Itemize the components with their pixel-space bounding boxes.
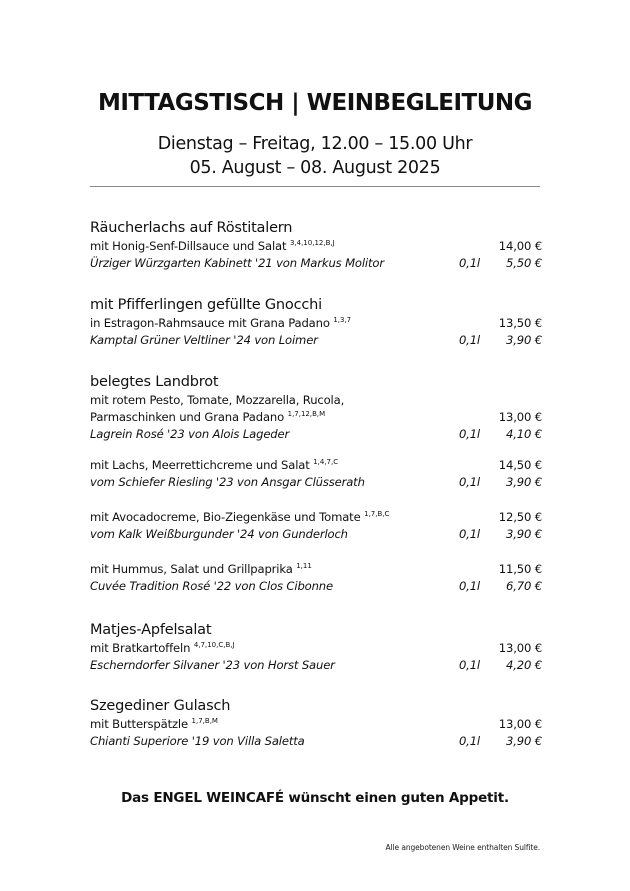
wine-price: 4,10 € — [506, 427, 542, 441]
wine-volume: 0,1l — [458, 333, 480, 347]
wine-price: 3,90 € — [506, 475, 542, 489]
service-days-time: Dienstag – Freitag, 12.00 – 15.00 Uhr — [157, 134, 473, 154]
dish-description-row — [90, 640, 542, 657]
dish-description-row — [90, 509, 542, 526]
wine-pairing-row — [90, 255, 542, 272]
menu-title: MITTAGSTISCH | WEINBEGLEITUNG — [97, 90, 533, 116]
dish-name: belegtes Landbrot — [90, 374, 219, 390]
wine-volume: 0,1l — [458, 475, 480, 489]
allergen-footnotes: 1,7,B,C — [364, 510, 390, 518]
wine-name: Lagrein Rosé '23 von Alois Lageder — [90, 427, 290, 441]
dish-description-row — [90, 315, 542, 332]
dish-name: Räucherlachs auf Röstitalern — [90, 220, 293, 236]
dish-landbrot-lachs — [90, 457, 542, 491]
dish-description: in Estragon-Rahmsauce mit Grana Padano — [90, 316, 330, 330]
dish-price: 11,50 € — [498, 562, 542, 576]
wine-price: 6,70 € — [506, 579, 542, 593]
wine-price: 3,90 € — [506, 333, 542, 347]
wine-volume: 0,1l — [458, 527, 480, 541]
wine-name: Chianti Superiore '19 von Villa Saletta — [90, 734, 305, 748]
wine-price: 3,90 € — [506, 527, 542, 541]
allergen-footnotes: 1,11 — [296, 562, 312, 570]
wine-name: Kamptal Grüner Veltliner '24 von Loimer — [90, 333, 318, 347]
service-date-range: 05. August – 08. August 2025 — [189, 158, 441, 178]
dish-price: 12,50 € — [498, 510, 542, 524]
allergen-footnotes: 1,4,7,C — [313, 458, 339, 466]
wine-volume: 0,1l — [458, 256, 480, 270]
dish-name: Matjes-Apfelsalat — [90, 622, 212, 638]
wine-name: Escherndorfer Silvaner '23 von Horst Sauer — [90, 658, 335, 672]
wine-pairing-row — [90, 578, 542, 595]
wine-pairing-row — [90, 426, 542, 443]
wine-name: vom Schiefer Riesling '23 von Ansgar Clüsserath — [90, 475, 365, 489]
wine-pairing-row — [90, 526, 542, 543]
allergen-footnotes: 3,4,10,12,B,J — [289, 239, 335, 247]
allergen-footnotes: 1,3,7 — [333, 316, 352, 324]
dish-description: mit Avocadocreme, Bio-Ziegenkäse und Tomate — [90, 510, 361, 524]
dish-description-row — [90, 238, 542, 255]
dish-landbrot-avocado — [90, 509, 542, 543]
wine-volume: 0,1l — [458, 734, 480, 748]
wine-volume: 0,1l — [458, 658, 480, 672]
dish-gnocchi — [90, 296, 542, 349]
wine-pairing-row — [90, 733, 542, 750]
wine-price: 3,90 € — [506, 734, 542, 748]
dish-description: mit Hummus, Salat und Grillpaprika — [90, 562, 293, 576]
dish-description-row — [90, 457, 542, 474]
wine-name: Ürziger Würzgarten Kabinett '21 von Markus Molitor — [90, 256, 384, 270]
wine-name: Cuvée Tradition Rosé '22 von Clos Cibonne — [90, 579, 333, 593]
allergen-footnotes: 1,7,12,B,M — [287, 410, 326, 418]
dish-description-row — [90, 716, 542, 733]
dish-price: 14,00 € — [498, 239, 542, 253]
header-divider — [90, 186, 540, 187]
wine-pairing-row — [90, 474, 542, 491]
dish-price: 13,50 € — [498, 316, 542, 330]
dish-price: 13,00 € — [498, 717, 542, 731]
closing-message: Das ENGEL WEINCAFÉ wünscht einen guten Appetit. — [121, 790, 509, 806]
wine-pairing-row — [90, 332, 542, 349]
wine-volume: 0,1l — [458, 579, 480, 593]
wine-name: vom Kalk Weißburgunder '24 von Gunderloch — [90, 527, 348, 541]
wine-pairing-row — [90, 657, 542, 674]
dish-price: 13,00 € — [498, 641, 542, 655]
wine-price: 5,50 € — [506, 256, 542, 270]
dish-name: Szegediner Gulasch — [90, 698, 231, 714]
wine-volume: 0,1l — [458, 427, 480, 441]
dish-description: mit Bratkartoffeln — [90, 641, 191, 655]
allergen-footnotes: 1,7,B,M — [191, 717, 218, 725]
allergen-footnotes: 4,7,10,C,B,J — [193, 641, 235, 649]
dish-description: mit Lachs, Meerrettichcreme und Salat — [90, 458, 310, 472]
sulfite-note: Alle angebotenen Weine enthalten Sulfite. — [385, 843, 540, 852]
dish-gulasch — [90, 697, 542, 750]
dish-matjes — [90, 621, 542, 674]
dish-description: mit Butterspätzle — [90, 717, 188, 731]
dish-description-row — [90, 409, 542, 426]
dish-price: 13,00 € — [498, 410, 542, 424]
dish-price: 14,50 € — [498, 458, 542, 472]
dish-landbrot-hummus — [90, 561, 542, 595]
dish-landbrot — [90, 373, 542, 443]
dish-description-line: mit rotem Pesto, Tomate, Mozzarella, Rucola, — [90, 393, 345, 407]
dish-description: mit Honig-Senf-Dillsauce und Salat — [90, 239, 287, 253]
dish-raeucherlachs — [90, 219, 542, 272]
dish-description: Parmaschinken und Grana Padano — [90, 410, 285, 424]
wine-price: 4,20 € — [506, 658, 542, 672]
dish-name: mit Pfifferlingen gefüllte Gnocchi — [90, 297, 322, 313]
dish-description-row — [90, 561, 542, 578]
